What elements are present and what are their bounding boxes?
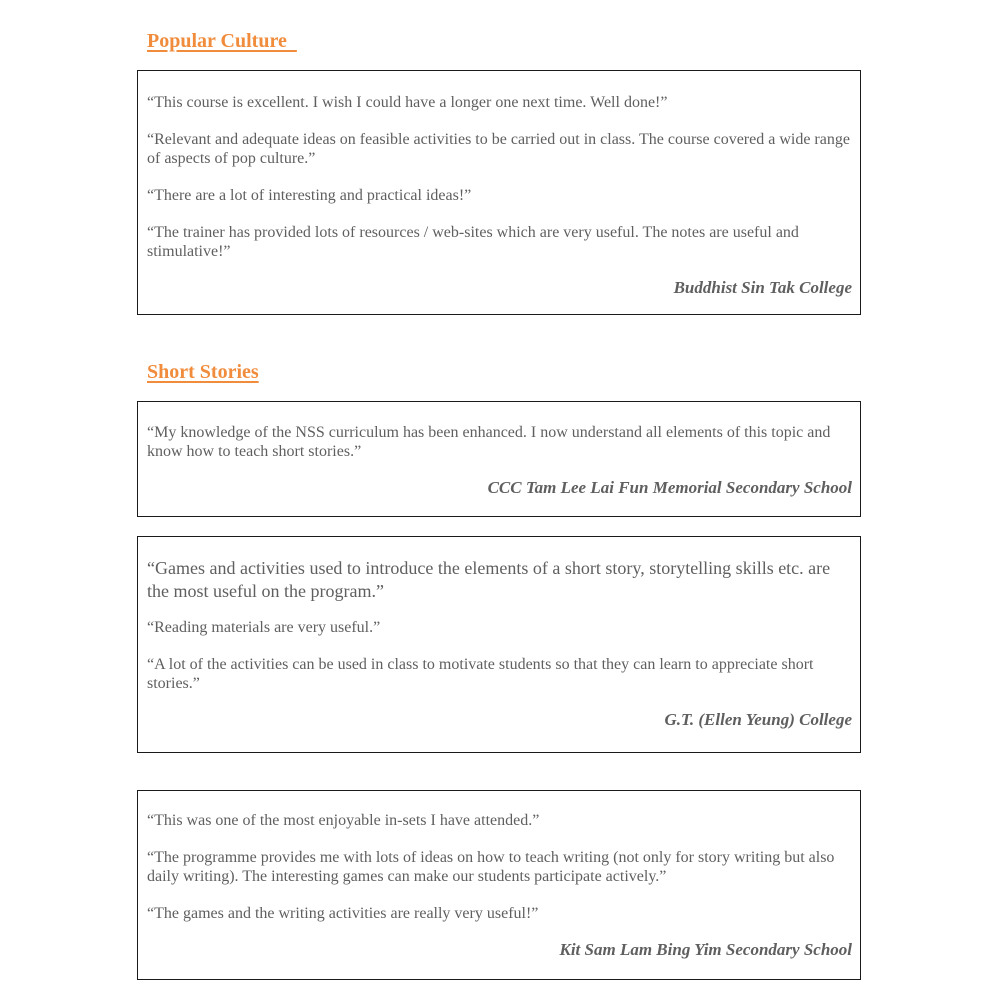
section-heading-short-stories: Short Stories: [147, 361, 259, 383]
school-name: CCC Tam Lee Lai Fun Memorial Secondary School: [487, 478, 852, 497]
section-heading-popular-culture: Popular Culture: [147, 30, 297, 52]
testimonial-quote: “Games and activities used to introduce the elements of a short story, storytelling skills etc. are the most useful on the program.”: [147, 558, 831, 601]
testimonial-quote: “Reading materials are very useful.”: [147, 619, 381, 636]
testimonial-quote: “The programme provides me with lots of ideas on how to teach writing (not only for story writing but also daily writing). The interesting games can make our students participate actively.”: [147, 849, 835, 885]
testimonial-quote: “This was one of the most enjoyable in-sets I have attended.”: [147, 812, 540, 829]
testimonial-quote: “The trainer has provided lots of resources / web-sites which are very useful. The notes are useful and stimulative!”: [147, 224, 799, 260]
testimonial-quote: “There are a lot of interesting and practical ideas!”: [147, 187, 472, 204]
testimonial-quote: “My knowledge of the NSS curriculum has been enhanced. I now understand all elements of this topic and know how to teach short stories.”: [147, 424, 831, 460]
testimonial-box-kit-sam-lam-bing-yim: [137, 790, 861, 980]
school-name: G.T. (Ellen Yeung) College: [664, 710, 852, 729]
testimonial-quote: “A lot of the activities can be used in class to motivate students so that they can learn to appreciate short stories.”: [147, 656, 814, 692]
testimonial-box-ccc-tam-lee-lai-fun: [137, 401, 861, 517]
testimonial-quote: “Relevant and adequate ideas on feasible activities to be carried out in class. The course covered a wide range of aspects of pop culture.”: [147, 131, 850, 167]
testimonial-quote: “The games and the writing activities are really very useful!”: [147, 905, 539, 922]
testimonial-quote: “This course is excellent. I wish I could have a longer one next time. Well done!”: [147, 94, 668, 111]
testimonial-box-buddhist-sin-tak: [137, 70, 861, 315]
school-name: Buddhist Sin Tak College: [673, 278, 852, 297]
school-name: Kit Sam Lam Bing Yim Secondary School: [559, 940, 852, 959]
testimonial-box-gt-ellen-yeung: [137, 536, 861, 753]
